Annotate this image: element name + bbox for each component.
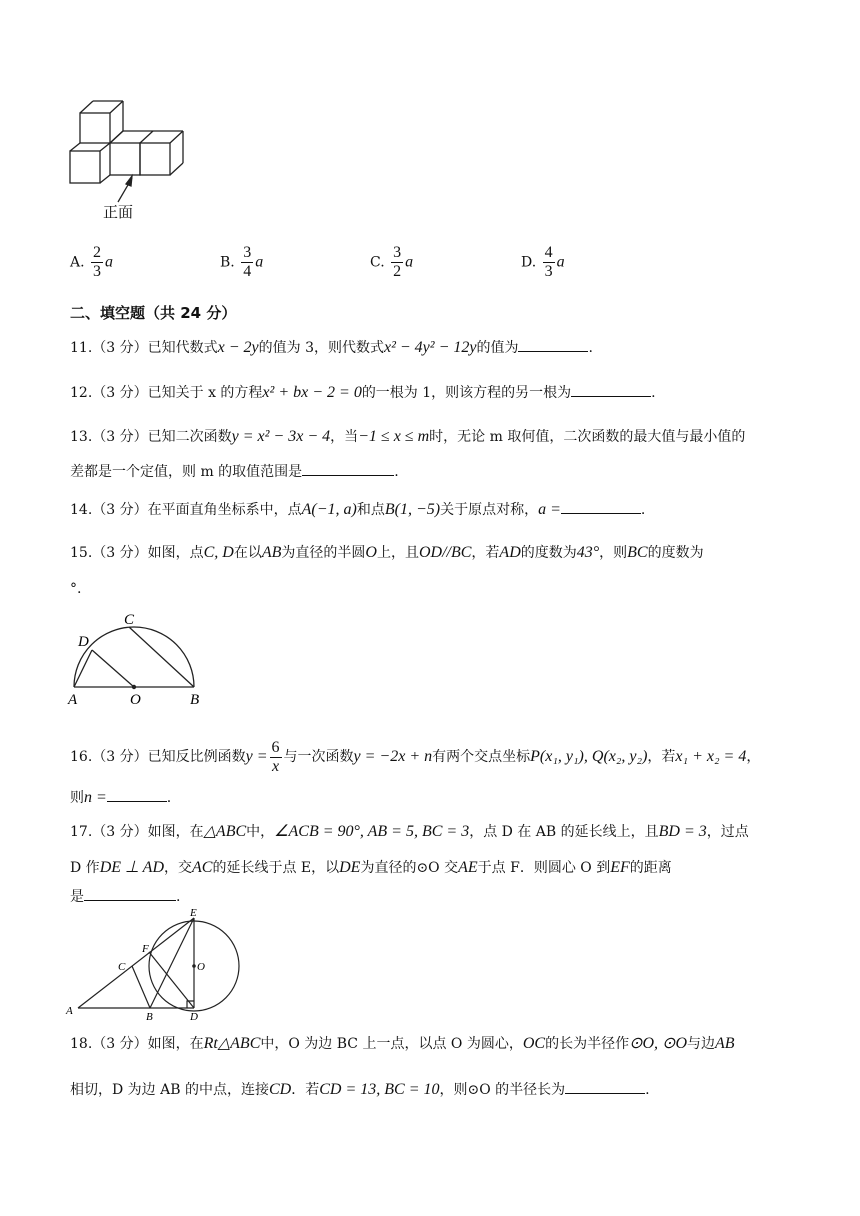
option-letter: B. — [220, 254, 235, 271]
option-d[interactable]: D. $\frac{4}{3}$ a — [521, 244, 565, 280]
label-a: A — [66, 1005, 73, 1017]
question-13: 13.（3 分）已知二次函数y = x² − 3x − 4，当−1 ≤ x ≤ m时，无论 m 取何值，二次函数的最大值与最小值的 — [70, 428, 746, 445]
answer-blank[interactable] — [518, 337, 588, 352]
option-fraction: $\frac{2}{3}$ — [93, 244, 102, 280]
fraction: $\frac{6}{x}$ — [271, 738, 280, 775]
section-heading: 二、填空题（共 24 分） — [70, 304, 237, 322]
label-e: E — [190, 907, 197, 919]
answer-blank[interactable] — [571, 382, 651, 397]
label-d: D — [78, 634, 89, 650]
label-f: F — [142, 943, 149, 955]
question-13-line2: 差都是一个定值，则 m 的取值范围是 . — [70, 461, 800, 483]
question-17: 17.（3 分）如图，在△ABC中，∠ACB = 90°, AB = 5, BC = 3，点 D 在 AB 的延长线上，且BD = 3，过点 — [70, 823, 749, 840]
option-letter: D. — [521, 254, 537, 271]
label-c: C — [118, 961, 126, 973]
answer-blank[interactable] — [84, 886, 176, 901]
option-b[interactable]: B. $\frac{3}{4}$ a — [220, 244, 264, 280]
option-c[interactable]: C. $\frac{3}{2}$ a — [370, 244, 414, 280]
label-b: B — [190, 692, 200, 708]
triangle-circle-figure — [62, 904, 252, 1022]
question-15-line2: °. — [70, 581, 82, 597]
question-11: 11.（3 分）已知代数式x − 2y的值为 3，则代数式x² − 4y² − 12y的值为 . — [70, 339, 593, 356]
question-15: 15.（3 分）如图，点C, D在以AB为直径的半圆O上，且OD//BC，若AD的度数为43°，则BC的度数为 — [70, 544, 704, 561]
option-fraction: $\frac{3}{4}$ — [243, 244, 252, 280]
semicircle-figure — [64, 610, 214, 710]
option-fraction: $\frac{3}{2}$ — [393, 244, 402, 280]
question-17-line3: 是 . — [70, 886, 800, 908]
option-letter: C. — [370, 254, 385, 271]
option-letter: A. — [70, 254, 85, 271]
front-caption: 正面 — [103, 203, 134, 221]
option-a[interactable]: A. $\frac{2}{3}$ a — [70, 244, 114, 280]
answer-blank[interactable] — [561, 499, 641, 514]
answer-blank[interactable] — [302, 461, 394, 476]
answer-blank[interactable] — [565, 1079, 645, 1094]
question-16-line2: 则n = . — [70, 789, 172, 806]
label-c: C — [124, 612, 135, 628]
option-fraction: $\frac{4}{3}$ — [544, 244, 553, 280]
label-o: O — [197, 961, 205, 973]
label-a: A — [68, 692, 78, 708]
question-18: 18.（3 分）如图，在Rt△ABC中，O 为边 BC 上一点，以点 O 为圆心，OC的长为半径作⊙O, ⊙O与边AB — [70, 1035, 735, 1052]
question-17-line2: D 作DE ⊥ AD，交AC的延长线于点 E，以DE为直径的⊙O 交AE于点 F．则圆心 O 到EF的距离 — [70, 859, 672, 876]
label-b: B — [146, 1011, 153, 1022]
question-14: 14.（3 分）在平面直角坐标系中，点A(−1, a)和点B(1, −5)关于原点对称，a = . — [70, 501, 646, 518]
label-o: O — [130, 692, 141, 708]
question-18-line2: 相切，D 为边 AB 的中点，连接CD．若CD = 13, BC = 10，则⊙O 的半径长为 . — [70, 1081, 650, 1098]
question-16: 16.（3 分）已知反比例函数y = $\frac{6}{x}$ 与一次函数y = −2x + n有两个交点坐标P(x₁, y₁), Q(x₂, y₂)，若x₁ + x₂ = 4， — [70, 738, 761, 775]
label-d: D — [190, 1011, 198, 1022]
answer-blank[interactable] — [107, 787, 167, 802]
question-12: 12.（3 分）已知关于 x 的方程x² + bx − 2 = 0的一根为 1，则该方程的另一根为 . — [70, 384, 656, 401]
